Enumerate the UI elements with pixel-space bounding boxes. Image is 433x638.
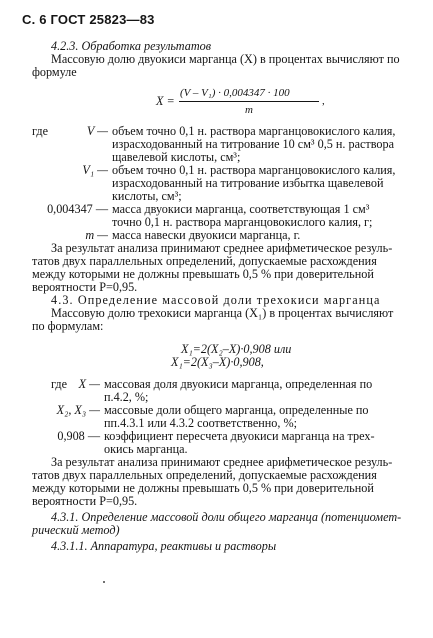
paragraph-line: между которыми не должны превышать 0,5 % при доверительной <box>32 481 374 495</box>
section-title-4-3-1: 4.3.1. Определение массовой доли общего марганца (потенциомет- <box>51 510 402 524</box>
variable-desc: массовые доли общего марганца, определенные по <box>104 403 369 417</box>
scan-speck <box>103 581 105 583</box>
paragraph-line: татов двух параллельных определений, допускаемые расхождения <box>32 468 377 482</box>
section-title-4-3-1-cont: рический метод) <box>32 523 120 537</box>
variable-desc: объем точно 0,1 н. раствора марганцовокислого калия, <box>112 163 396 177</box>
variable-symbol: X₂, X₃ — <box>56 403 100 417</box>
variable-symbol: 0,908 — <box>57 429 100 443</box>
variable-desc: израсходованный на титрование избытка щавелевой <box>112 176 384 190</box>
paragraph-line: по формулам: <box>32 319 104 333</box>
variable-desc: масса навески двуокиси марганца, г. <box>112 228 301 242</box>
variable-desc: масса двуокиси марганца, соответствующая 1 см³ <box>112 202 370 216</box>
variable-desc: кислоты, см³; <box>112 189 182 203</box>
variable-desc: окись марганца. <box>104 442 188 456</box>
variable-symbol: V — <box>86 124 108 138</box>
paragraph-line: вероятности P=0,95. <box>32 280 138 294</box>
section-title-4-3-1-1: 4.3.1.1. Аппаратура, реактивы и растворы <box>51 539 277 553</box>
variable-desc: массовая доля двуокиси марганца, определенная по <box>104 377 373 391</box>
formula-line-2: X₁=2(X₃–X)·0,908, <box>171 355 264 369</box>
paragraph-line: Массовую долю трехокиси марганца (X₁) в процентах вычисляют <box>51 306 394 320</box>
variable-symbol: m — <box>85 228 108 242</box>
paragraph-line: формуле <box>32 65 77 79</box>
where-label: где <box>51 377 68 391</box>
section-title-4-2-3: 4.2.3. Обработка результатов <box>51 39 212 53</box>
variable-desc: объем точно 0,1 н. раствора марганцовокислого калия, <box>112 124 396 138</box>
formula-numerator: (V – V₁) · 0,004347 · 100 <box>180 87 290 99</box>
formula-end: , <box>322 95 325 107</box>
where-label: где <box>32 124 49 138</box>
variable-symbol: V₁ — <box>82 163 108 177</box>
paragraph-line: За результат анализа принимают среднее арифметическое резуль- <box>51 455 393 469</box>
paragraph-line: между которыми не должны превышать 0,5 % при доверительной <box>32 267 374 281</box>
section-title-4-3: 4.3. Определение массовой доли трехокиси марганца <box>51 293 381 307</box>
formula-line-1: X₁=2(X₂–X)·0,908 или <box>181 342 292 356</box>
variable-symbol: X — <box>78 377 100 391</box>
variable-desc: точно 0,1 н. раствора марганцовокислого калия, г; <box>112 215 373 229</box>
variable-symbol: 0,004347 — <box>47 202 108 216</box>
paragraph-line: За результат анализа принимают среднее арифметическое резуль- <box>51 241 393 255</box>
variable-desc: пп.4.3.1 или 4.3.2 соответственно, %; <box>104 416 298 430</box>
formula-lhs: X = <box>156 94 175 108</box>
paragraph-line: вероятности P=0,95. <box>32 494 138 508</box>
variable-desc: коэффициент пересчета двуокиси марганца на трех- <box>104 429 375 443</box>
variable-desc: п.4.2, %; <box>104 390 149 404</box>
fraction-bar <box>179 101 319 102</box>
paragraph-line: татов двух параллельных определений, допускаемые расхождения <box>32 254 377 268</box>
variable-desc: щавелевой кислоты, см³; <box>112 150 241 164</box>
page-header: С. 6 ГОСТ 25823—83 <box>22 12 155 27</box>
paragraph-line: Массовую долю двуокиси марганца (X) в процентах вычисляют по <box>51 52 400 66</box>
formula-denominator: m <box>245 104 253 116</box>
variable-desc: израсходованный на титрование 10 см³ 0,5 н. раствора <box>112 137 395 151</box>
